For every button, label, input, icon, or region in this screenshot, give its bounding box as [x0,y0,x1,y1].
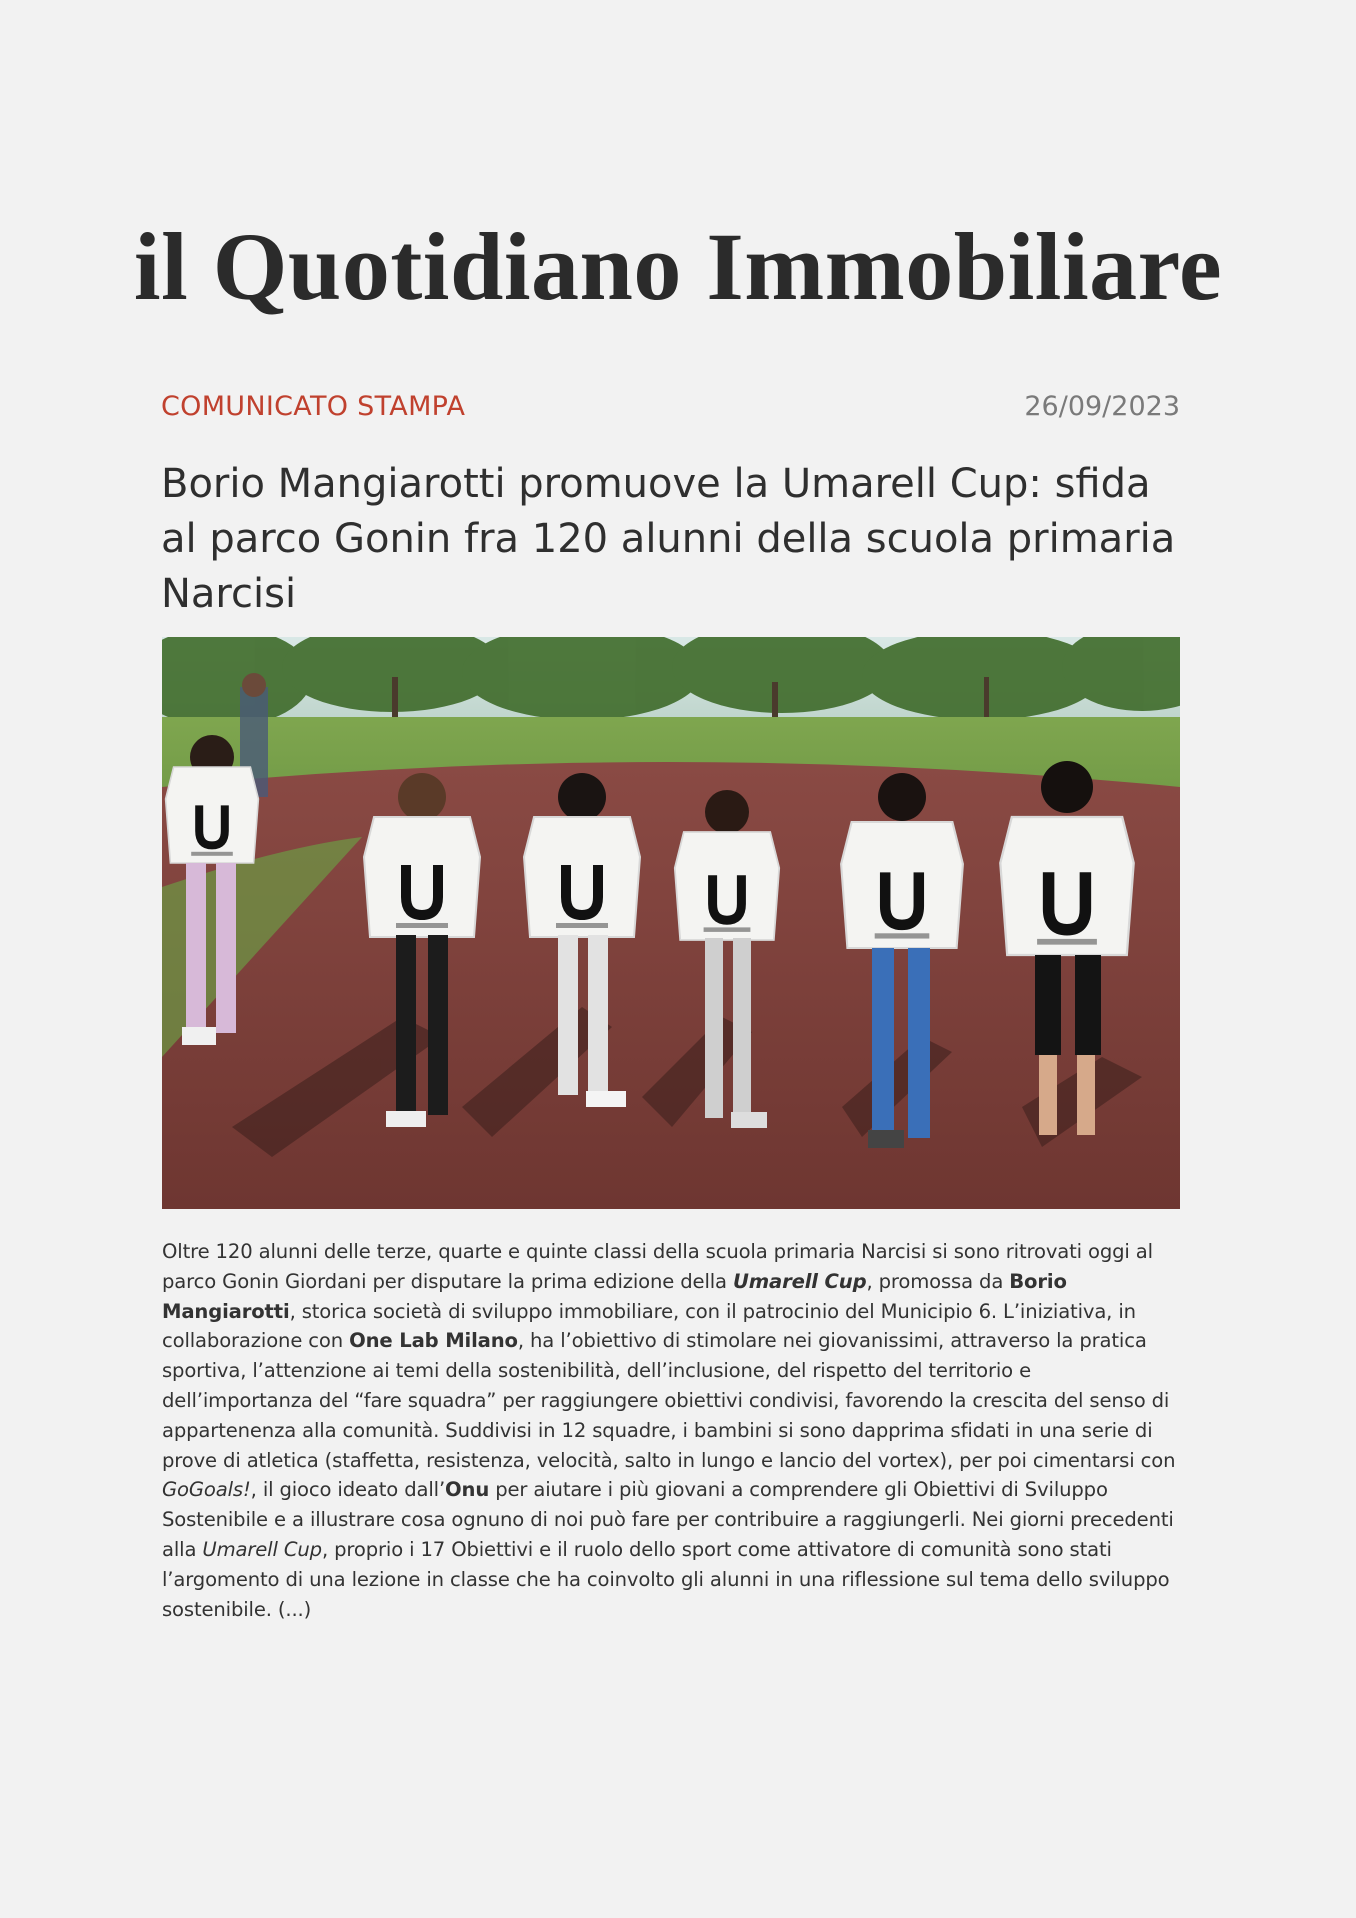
body-text-segment: Oltre 120 alunni delle terze, quarte e quinte classi della scuola primaria Narcisi si sono ritrovati oggi al parco Gonin Giordani per disputare la prima edizione della [162,1240,1153,1293]
body-text-segment: , il gioco ideato dall’ [250,1478,446,1502]
publication-date: 26/09/2023 [1024,391,1180,422]
body-text-segment: per aiutare i più giovani a comprendere gli Obiettivi di Sviluppo Sostenibile e a illustrare cosa ognuno di noi può fare per contribuire a raggiungerli. Nei giorni precedenti alla [162,1478,1174,1561]
one-lab-milano-emphasis: One Lab Milano [349,1329,518,1353]
article-meta [161,388,1180,426]
article-headline: Borio Mangiarotti promuove la Umarell Cup: sfida al parco Gonin fra 120 alunni della scuola primaria Narcisi [161,461,1176,617]
category-label[interactable]: COMUNICATO STAMPA [161,391,466,422]
masthead-title: il Quotidiano Immobiliare [133,213,1223,320]
body-text-segment: , proprio i 17 Obiettivi e il ruolo dello sport come attivatore di comunità sono stati l’argomento di una lezione in classe che ha coinvolto gli alunni in una riflessione sul tema dello sviluppo sostenibile. (...) [162,1537,1170,1621]
body-text-segment: , ha l’obiettivo di stimolare nei giovanissimi, attraverso la pratica sportiva, l’attenzione ai temi della sostenibilità, dell’inclusione, del rispetto del territorio e dell’importanza del “fare squadra” per raggiungere obiettivi condivisi, favorendo la crescita del senso di appartenenza alla comunità. Suddivisi in 12 squadre, i bambini si sono dapprima sfidati in una serie di prove di atletica (staffetta, resistenza, velocità, salto in lungo e lancio del vortex), per poi cimentarsi con [162,1329,1176,1472]
article-body [162,1237,1182,1624]
onu-emphasis: Onu [445,1478,490,1502]
umarell-cup-italic: Umarell Cup [202,1537,322,1561]
body-text-segment: , promossa da [866,1269,1010,1293]
photo-illustration [162,637,1180,1209]
article-photo [162,637,1180,1209]
umarell-cup-emphasis: Umarell Cup [732,1269,867,1293]
gogoals-emphasis: GoGoals! [162,1478,251,1502]
borio-mangiarotti-emphasis: Borio Mangiarotti [162,1269,1067,1323]
body-text-segment: , storica società di sviluppo immobiliare, con il patrocinio del Municipio 6. L’iniziativa, in collaborazione con [162,1299,1136,1353]
